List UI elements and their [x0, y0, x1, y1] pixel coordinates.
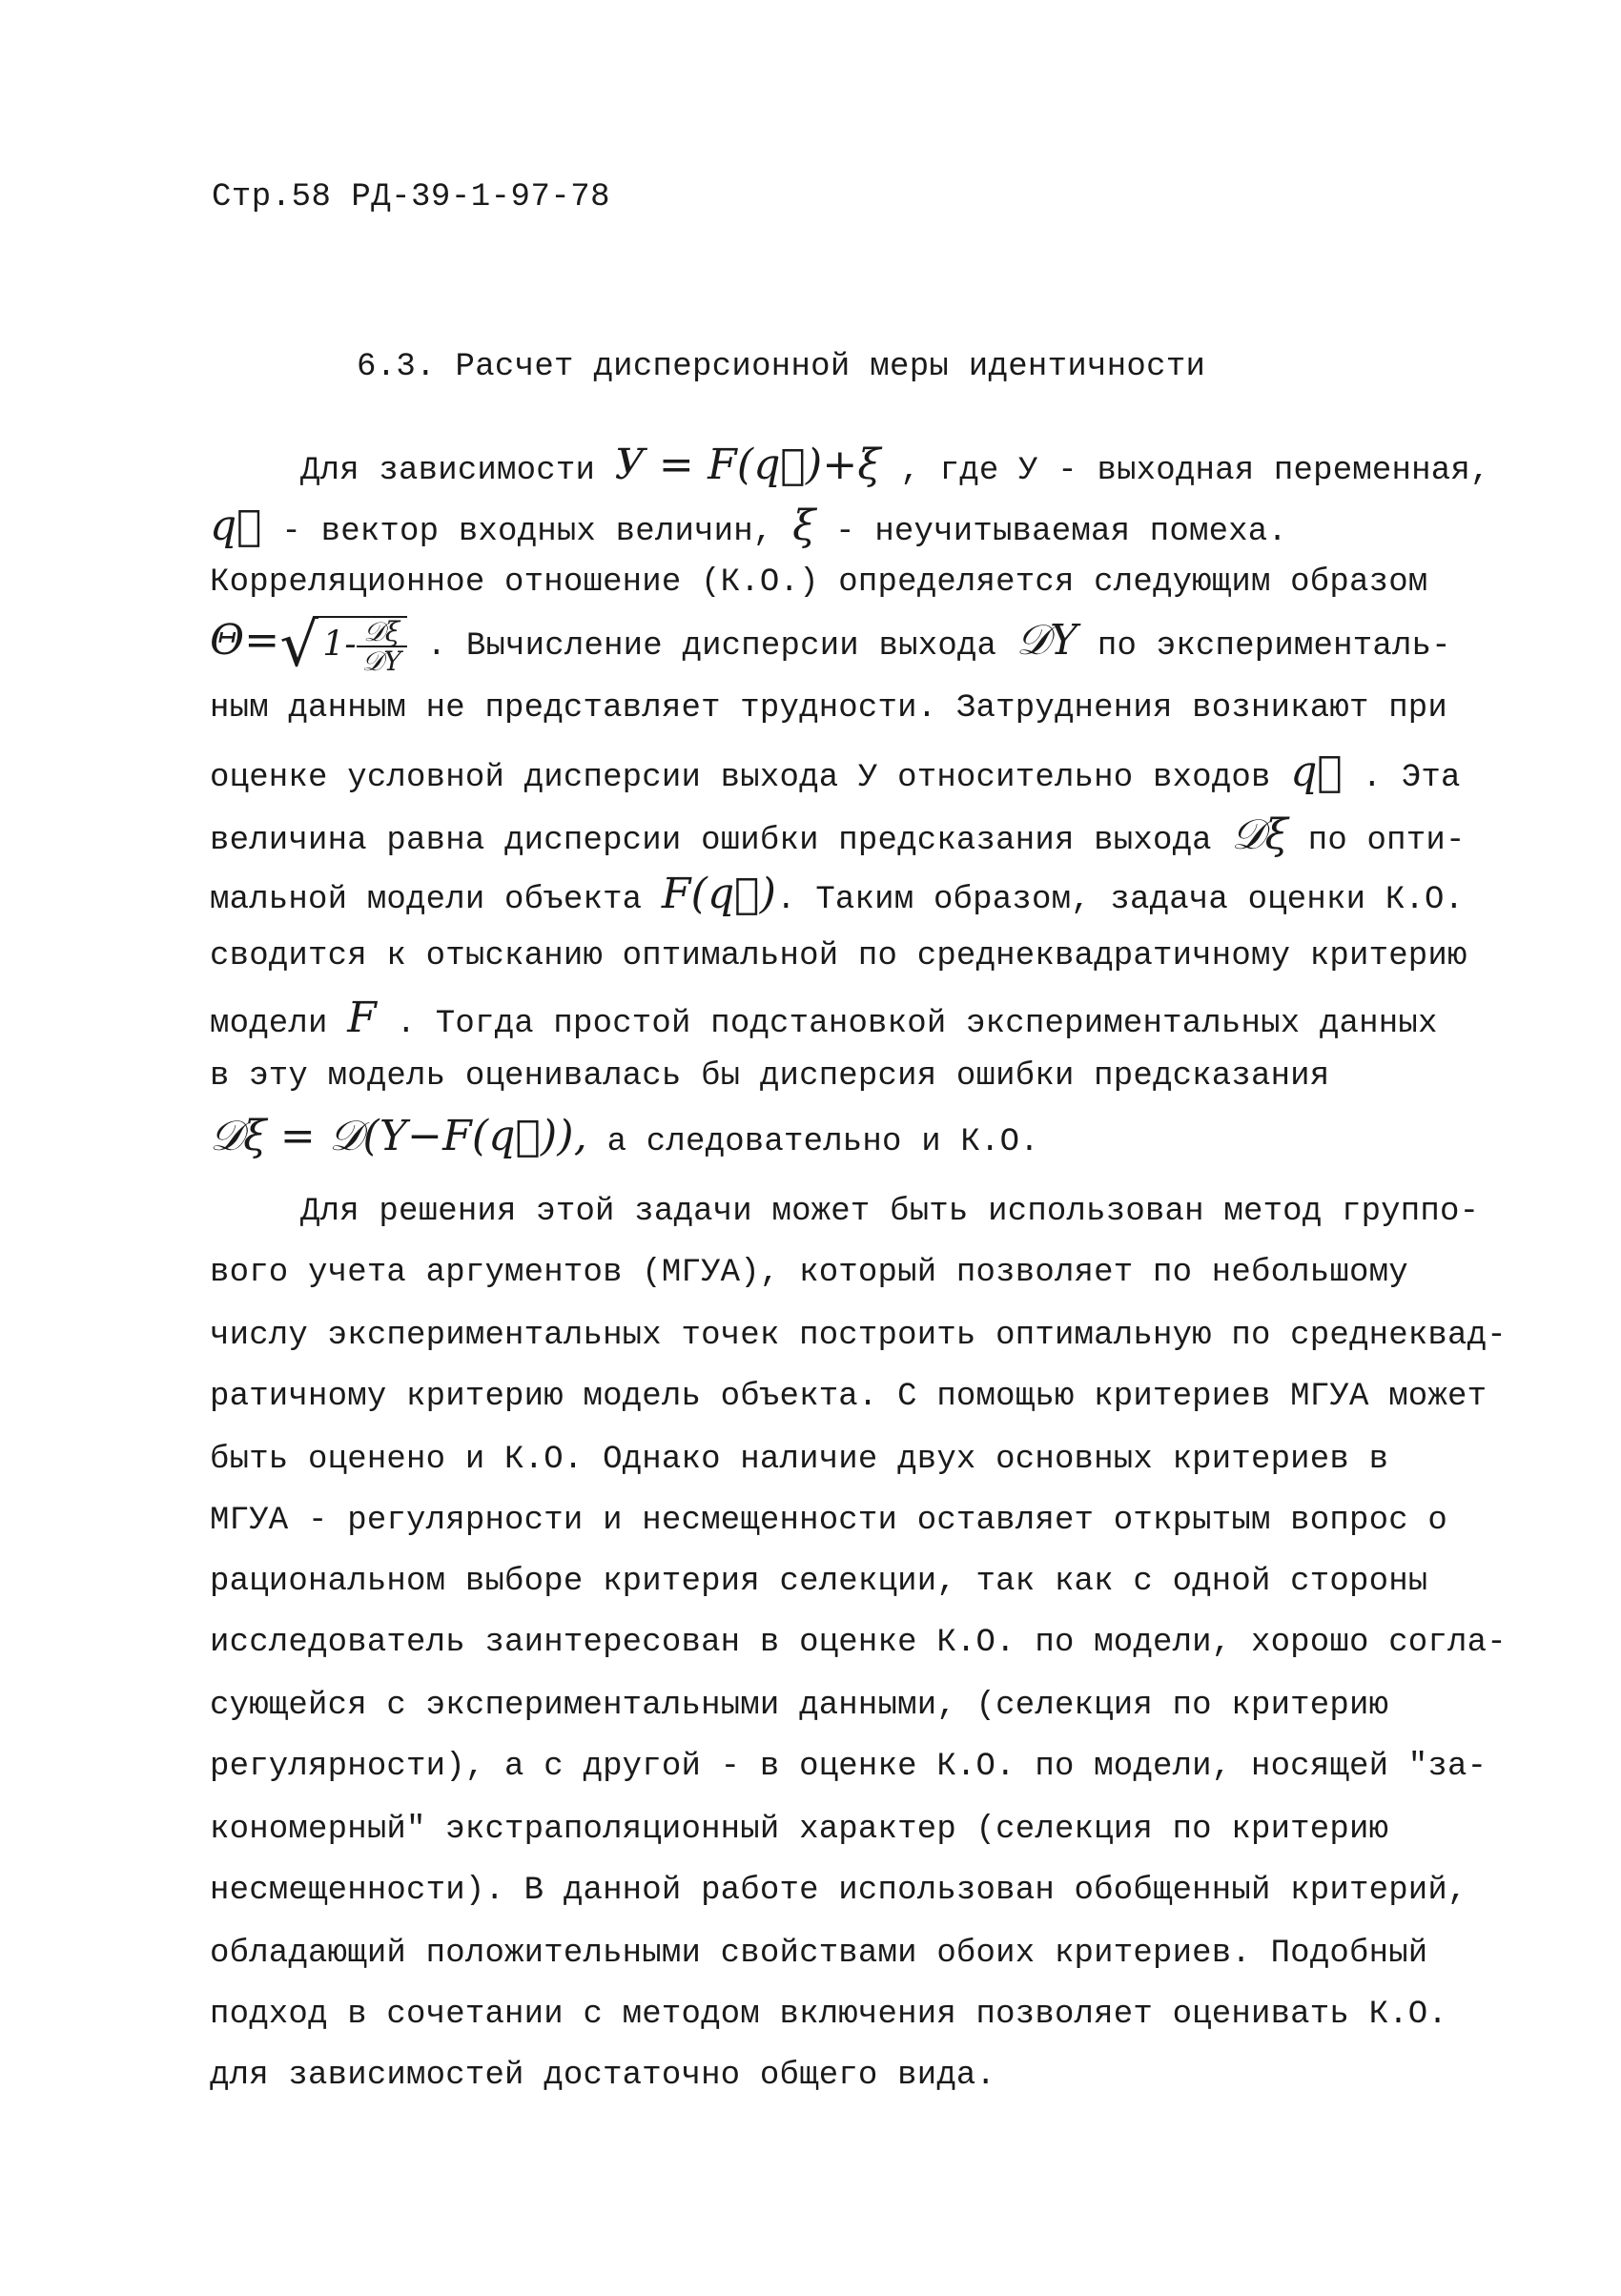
p2-line-3: числу экспериментальных точек построить оптимальную по среднеквад- — [210, 1318, 1507, 1354]
p1-line-11: в эту модель оценивалась бы дисперсия ошибки предсказания — [210, 1058, 1330, 1095]
p2-line-15: для зависимостей достаточно общего вида. — [210, 2058, 996, 2094]
formula-fraction — [357, 615, 407, 677]
text-span: . Эта — [1342, 760, 1461, 796]
formula-model: У = F(q⃗)+ξ — [614, 441, 881, 489]
p1-line-6 — [210, 748, 1461, 796]
text-span: величина равна дисперсии ошибки предсказания выхода — [210, 823, 1232, 859]
p2-line-7: рациональном выборе критерия селекции, так как с одной стороны — [210, 1564, 1428, 1600]
fraction-denominator: 𝒟Y — [361, 646, 402, 677]
fraction-numerator: 𝒟ξ — [357, 618, 407, 647]
p2-line-12: несмещенности). В данной работе использован обобщенный критерий, — [210, 1873, 1467, 1909]
p1-line-5: ным данным не представляет трудности. Затруднения возникают при — [210, 690, 1448, 727]
p2-line-13: обладающий положительными свойствами обоих критериев. Подобный — [210, 1936, 1428, 1972]
text-span: - неучитываемая помеха. — [815, 514, 1287, 550]
text-span: . Тогда простой подстановкой экспериментальных данных — [376, 1006, 1438, 1042]
page-header: Стр.58 РД-39-1-97-78 — [212, 179, 611, 215]
text-span: , где У - выходная переменная, — [880, 453, 1490, 489]
p2-line-9: сующейся с экспериментальными данными, (селекция по критерию — [210, 1688, 1389, 1724]
text-span: Для зависимости — [300, 453, 615, 489]
text-span: - вектор входных величин, — [261, 514, 793, 550]
p1-line-7 — [210, 810, 1466, 859]
formula-Dxi: 𝒟ξ — [1231, 810, 1289, 859]
p2-line-2: вого учета аргументов (МГУА), который позволяет по небольшому — [210, 1255, 1408, 1291]
text-span: . Вычисление дисперсии выхода — [407, 627, 1016, 665]
p2-line-4: ратичному критерию модель объекта. С помощью критериев МГУА может — [210, 1379, 1488, 1415]
p2-line-10: регулярности), а с другой - в оценке К.О. по модели, носящей "за- — [210, 1749, 1488, 1785]
formula-theta: Θ= — [210, 615, 280, 665]
text-span: модели — [210, 1006, 348, 1042]
formula-xi: ξ — [792, 502, 816, 550]
p1-line-4 — [210, 610, 1451, 681]
p2-line-5: быть оценено и К.О. Однако наличие двух основных критериев в — [210, 1442, 1389, 1478]
p2-line-8: исследователь заинтересован в оценке К.О. по модели, хорошо согла- — [210, 1625, 1507, 1661]
formula-one-minus: 1- — [322, 624, 357, 664]
p1-line-9: сводится к отысканию оптимальной по среднеквадратичному критерию — [210, 938, 1467, 974]
p1-line-2 — [210, 502, 1287, 550]
p2-line-1: Для решения этой задачи может быть использован метод группо- — [300, 1194, 1480, 1230]
formula-DY: 𝒟Y — [1016, 615, 1078, 665]
formula-Dxi-expression: 𝒟ξ = 𝒟(Y−F(q⃗)), — [210, 1112, 587, 1160]
p2-line-14: подход в сочетании с методом включения позволяет оценивать К.О. — [210, 1997, 1448, 2033]
section-title: 6.3. Расчет дисперсионной меры идентичности — [357, 349, 1206, 385]
formula-q: q⃗ — [1290, 748, 1343, 796]
sqrt-sign: √ — [279, 610, 319, 681]
text-span: по эксперименталь- — [1077, 627, 1451, 665]
text-span: . Таким образом, задача оценки К.О. — [776, 882, 1465, 918]
text-span: оценке условной дисперсии выхода У относительно входов — [210, 760, 1291, 796]
p1-line-10 — [210, 994, 1438, 1042]
p1-line-3: Корреляционное отношение (К.О.) определяется следующим образом — [210, 564, 1428, 601]
p1-line-1 — [300, 441, 1490, 489]
formula-q: q⃗ — [210, 502, 262, 550]
p2-line-11: кономерный" экстраполяционный характер (селекция по критерию — [210, 1812, 1389, 1848]
formula-sqrt — [318, 616, 407, 676]
p1-line-12 — [210, 1112, 1039, 1160]
text-span: мальной модели объекта — [210, 882, 662, 918]
p2-line-6: МГУА - регулярности и несмещенности оставляет открытым вопрос о — [210, 1503, 1448, 1539]
text-span: по опти- — [1288, 823, 1466, 859]
formula-Fq: F(q⃗) — [661, 870, 777, 918]
p1-line-8 — [210, 870, 1464, 918]
text-span: а следовательно и К.О. — [586, 1124, 1039, 1160]
formula-F: F — [347, 994, 377, 1042]
